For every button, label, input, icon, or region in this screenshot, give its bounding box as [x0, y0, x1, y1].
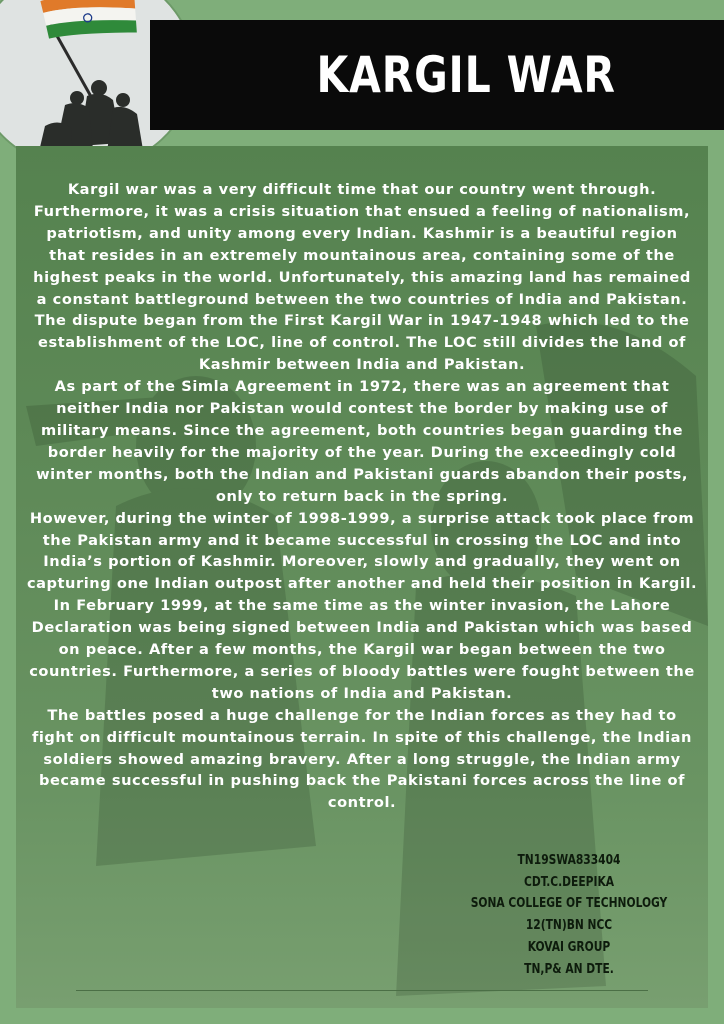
page-title: KARGIL WAR: [316, 46, 616, 104]
article-paragraph: The battles posed a huge challenge for the Indian forces as they had to fight on difficult mountainous terrain. In spite of this challenge, the Indian soldiers showed amazing bravery. After a long struggle, the Indian army became successful in pushing back the Pakistani forces across the line of control.: [31, 706, 692, 812]
author-credits: [454, 850, 684, 980]
article-paragraph: As part of the Simla Agreement in 1972, there was an agreement that neither India nor Pakistan would contest the border by making use of military means. Since the agreement, both countries began guarding the border heavily for the majority of the year. During the exceedingly cold winter months, both the Indian and Pakistani guards abandon their posts, only to return back in the spring.: [36, 378, 688, 505]
article-paragraph: Kargil war was a very difficult time that our country went through. Furthermore, it was a crisis situation that ensued a feeling of nationalism, patriotism, and unity among every Indian. Kashmir is a beautiful region that resides in an extremely mountainous area, containing some of the highest peaks in the world. Unfortunately, this amazing land has remained a constant battleground between the two countries of India and Pakistan. The dispute began from the First Kargil War in 1947-1948 which led to the establishment of the LOC, line of control. The LOC still divides the land of Kashmir between India and Pakistan.: [33, 181, 691, 374]
credit-line: SONA COLLEGE OF TECHNOLOGY: [470, 895, 668, 912]
credit-line: CDT.C.DEEPIKA: [523, 873, 615, 890]
credit-line: TN,P& AN DTE.: [524, 960, 614, 977]
content-panel: [16, 146, 708, 1008]
article-paragraph: In February 1999, at the same time as the winter invasion, the Lahore Declaration was being signed between India and Pakistan which was based on peace. After a few months, the Kargil war began between the two countries. Furthermore, a series of bloody battles were fought between the two nations of India and Pakistan.: [29, 597, 695, 702]
title-bar: [150, 20, 724, 130]
credit-line: TN19SWA833404: [517, 852, 621, 868]
article-paragraph: However, during the winter of 1998-1999, a surprise attack took place from the Pakistan army and it became successful in crossing the LOC and into India’s portion of Kashmir. Moreover, slowly and gradually, they went on capturing one Indian outpost after another and held their position in Kargil.: [26, 509, 698, 593]
credit-line: 12(TN)BN NCC: [525, 917, 613, 934]
divider: [76, 990, 648, 991]
article-body: [26, 179, 698, 814]
credit-line: KOVAI GROUP: [527, 938, 611, 955]
